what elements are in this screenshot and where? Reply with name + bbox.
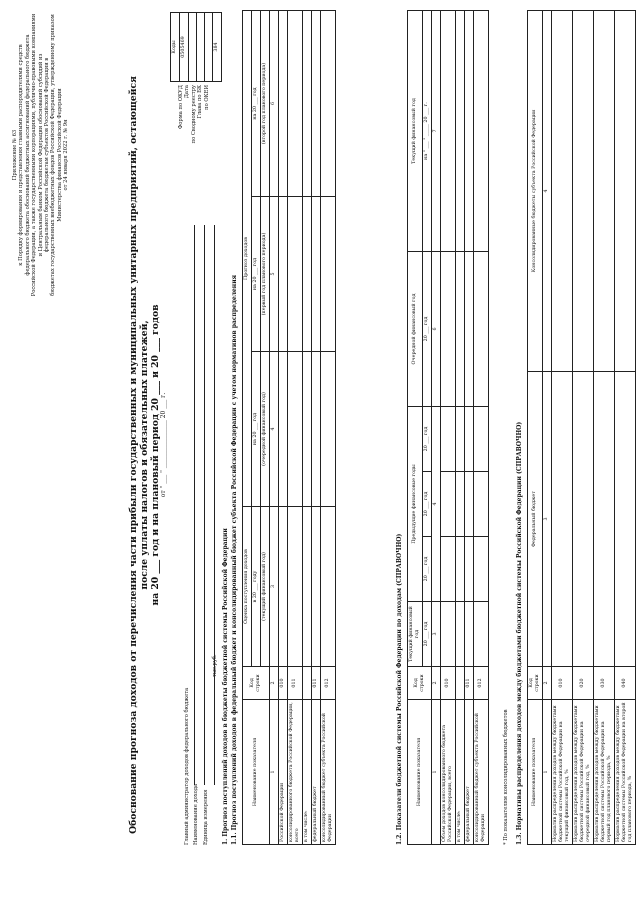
table-row [474, 11, 489, 845]
codes-okud: 0505469 [180, 13, 189, 82]
table-row [573, 11, 594, 845]
row-name: Норматив распределения доходов между бюджетами бюджетной системы Российской Федерации на очередной финансовый год, % [573, 700, 594, 845]
table-1-3 [527, 10, 636, 845]
title-line-1: Обоснование прогноза доходов от перечисления части прибыли государственных и муниципальных унитарных предприятий, остающейся после уплаты налогов и обязательных платежей, [128, 76, 150, 834]
row-code [303, 667, 312, 700]
label-registry: по Сводному реестру [190, 85, 197, 144]
col-num: 1 [270, 700, 279, 845]
table-row [552, 11, 573, 845]
col-y1: на 20 ___ год [252, 352, 261, 507]
col-p2: 20 ___ год [423, 472, 432, 537]
row-name: в том числе: [303, 700, 312, 845]
table-row [615, 11, 636, 845]
admin-label: Главный администратор доходов федерального бюджета [184, 687, 190, 845]
col-fed: Федеральный бюджет [528, 372, 543, 667]
codes-okei: 384 [213, 13, 222, 82]
table-1-1 [242, 10, 336, 845]
section12-note: * По показателям консолидированных бюджетов [503, 709, 509, 845]
approval-line: и Центральным банком Российской Федерации обоснований субсидий из [37, 53, 44, 257]
col-estimate-year: в 20 ___ году [252, 507, 261, 667]
table-row [303, 11, 312, 845]
row-code: 011 [312, 667, 321, 700]
row-name: федеральный бюджет [312, 700, 321, 845]
col-num: 5 [270, 197, 279, 352]
codes-date [189, 13, 197, 82]
col-name: Наименование показателя [408, 700, 432, 845]
col-name: Наименование показателя [528, 700, 543, 845]
table-row [594, 11, 615, 845]
row-code: 011 [288, 667, 303, 700]
col-num: 4 [543, 11, 552, 372]
codes-labels [178, 85, 210, 205]
row-name: Норматив распределения доходов между бюджетами бюджетной системы Российской Федерации на второй год планового периода, % [615, 700, 636, 845]
col-forecast: Прогноз доходов [243, 11, 252, 507]
table-row [288, 11, 303, 845]
table-row [279, 11, 288, 845]
unit-label: Единица измерения [202, 789, 209, 845]
table-row [312, 11, 321, 845]
col-reg: Консолидированные бюджеты субъекта Российской Федерации [528, 11, 543, 372]
col-next-year: 20 ___ год [423, 252, 432, 407]
row-code: 012 [474, 667, 489, 700]
row-code: 011 [465, 667, 474, 700]
label-okei: по ОКЕИ [203, 85, 210, 110]
col-num: 3 [432, 602, 441, 667]
col-next: Очередной финансовый год [408, 252, 423, 407]
col-num: 2 [543, 667, 552, 700]
table-row [441, 11, 456, 845]
col-name: Наименование показателя [243, 700, 270, 845]
row-name: Объем доходов консолидированного бюджета Российской Федерации, всего [441, 700, 456, 845]
approval-line: Приложение № 63 [12, 129, 18, 181]
approval-line: Министерства финансов Российской Федерации [56, 88, 63, 222]
col-plan-year: на " ___ " _____ 20 ___ г. [423, 11, 432, 252]
section1-heading: 1. Прогноз поступлений доходов в бюджеты бюджетной системы Российской Федерации [222, 528, 229, 845]
row-name: в том числе: [456, 700, 465, 845]
col-num: 7 [432, 11, 441, 252]
approval-line: федерального бюджета обоснований бюджетных ассигнований федерального бюджета [24, 34, 31, 276]
col-num: 2 [432, 667, 441, 700]
row-code [456, 667, 465, 700]
document-title [128, 65, 161, 845]
document-date: от " ___ " ________________ 20 ___ г. [160, 392, 167, 498]
unit-value: тыс.руб. [212, 654, 218, 677]
approval-line: к Порядку формирования и представления главными распорядителями средств [18, 44, 25, 266]
row-name: Российской Федерации [279, 700, 288, 845]
table-row [321, 11, 336, 845]
approval-line: федерального бюджета бюджетам субъектов Российской Федерации в [44, 57, 51, 253]
label-bk: Глава по БК [197, 85, 204, 119]
col-p1: 20 ___ год [423, 537, 432, 602]
row-code: 010 [441, 667, 456, 700]
section12-heading: 1.2. Показатели бюджетной системы Российской Федерации по доходам (СПРАВОЧНО) [396, 533, 403, 845]
col-code: Код строки [243, 667, 270, 700]
table-row [456, 11, 465, 845]
row-code: 030 [594, 667, 615, 700]
approval-line: Российской Федерации, а также государственными корпорациями, публично-правовыми компаниями [31, 13, 38, 297]
row-name: консолидированного бюджета Российской Федерации, всего [288, 700, 303, 845]
row-name: консолидированный бюджет субъекта Российской Федерации [474, 700, 489, 845]
row-code: 010 [552, 667, 573, 700]
approval-line: бюджетах государственных внебюджетных фондов Российской Федерации, утвержденному приказом [50, 14, 57, 296]
col-prev: Предыдущие финансовые годы [408, 407, 423, 602]
row-name: Норматив распределения доходов между бюджетами бюджетной системы Российской Федерации на текущий финансовый год, % [552, 700, 573, 845]
col-y3: на 20 ___ год [252, 11, 261, 197]
col-code: Код строки [408, 667, 432, 700]
col-num: 3 [543, 372, 552, 667]
col-p3: 20 ___ год [423, 407, 432, 472]
approval-block [12, 5, 70, 305]
col-num: 2 [270, 667, 279, 700]
col-num: 4 [270, 352, 279, 507]
col-num: 1 [543, 700, 552, 845]
col-code: Код строки [528, 667, 543, 700]
codes-bk [205, 13, 213, 82]
col-num: 6 [432, 252, 441, 407]
col-y2-note: (первый год планового периода) [261, 197, 270, 352]
row-code: 010 [279, 667, 288, 700]
row-code: 012 [321, 667, 336, 700]
label-date: Дата [184, 85, 191, 99]
income-label: Наименование дохода [193, 783, 200, 845]
col-cur-year: 20 ___ год [423, 602, 432, 667]
col-plan: Текущий финансовый год [408, 11, 423, 252]
codes-registry [197, 13, 205, 82]
approval-line: от 24 января 2022 г. № 9н [63, 119, 70, 191]
col-num: 3 [270, 507, 279, 667]
col-num: 6 [270, 11, 279, 197]
col-num: 1 [432, 700, 441, 845]
section13-heading: 1.3. Нормативы распределения доходов между бюджетами бюджетной системы Российской Федерации (СПРАВОЧНО) [516, 421, 523, 845]
codes-table [170, 12, 222, 82]
row-code: 020 [573, 667, 594, 700]
col-y1-note: (очередной финансовый год) [261, 352, 270, 507]
title-line-2: на 20 ___ год и на плановый период 20 ___ и 20 ___ годов [150, 304, 161, 606]
table-1-2 [407, 10, 489, 845]
col-y3-note: (второй год планового периода) [261, 11, 270, 197]
col-cur: Текущий финансовый год [408, 602, 423, 667]
row-name: консолидированный бюджет субъекта Российской Федерации [321, 700, 336, 845]
codes-header: Коды [171, 13, 180, 82]
section1-sub: 1.1. Прогноз поступлений доходов в федеральный бюджет и консолидированный бюджет субъекта Российской Федерации с учетом нормативов распределения [231, 274, 238, 845]
col-num: 4 [432, 407, 441, 602]
row-name: федеральный бюджет [465, 700, 474, 845]
col-estimate: Оценка поступления доходов [243, 507, 252, 667]
meta-block [184, 605, 209, 845]
row-name: Норматив распределения доходов между бюджетами бюджетной системы Российской Федерации на первый год планового периода, % [594, 700, 615, 845]
col-estimate-note: (текущий финансовый год) [261, 507, 270, 667]
label-okud: Форма по ОКУД [178, 85, 184, 129]
row-code: 040 [615, 667, 636, 700]
col-y2: на 20 ___ год [252, 197, 261, 352]
table-row [465, 11, 474, 845]
